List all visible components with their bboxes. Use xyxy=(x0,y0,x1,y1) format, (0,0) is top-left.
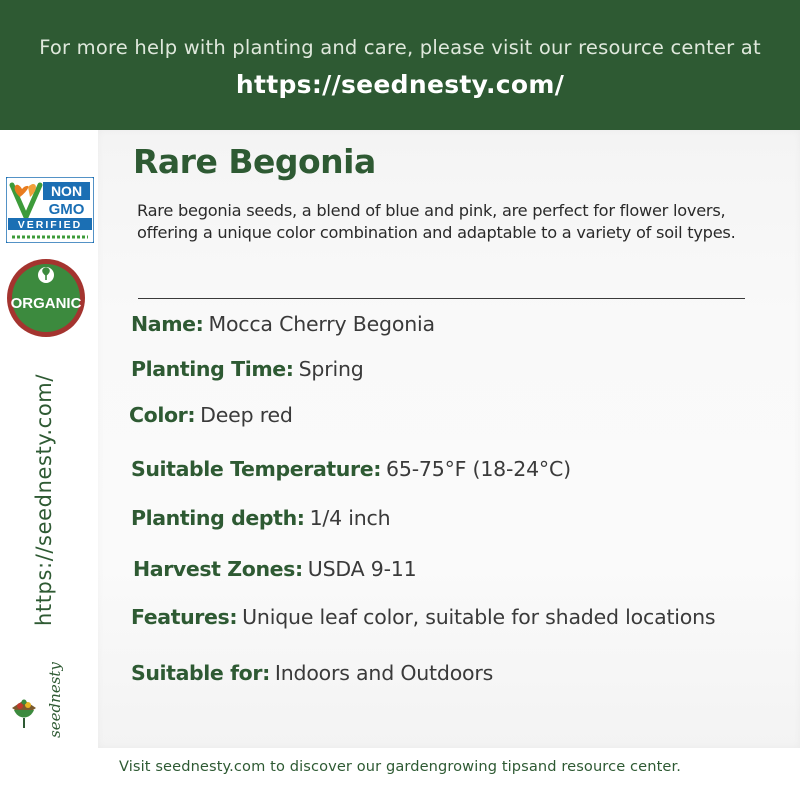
detail-label: Name: xyxy=(131,312,204,336)
detail-label: Planting Time: xyxy=(131,357,294,381)
detail-label: Features: xyxy=(131,605,238,629)
detail-value: USDA 9-11 xyxy=(307,557,417,581)
sidebar-url[interactable]: https://seednesty.com/ xyxy=(32,373,56,627)
seednesty-logo-icon xyxy=(8,690,40,730)
product-description: Rare begonia seeds, a blend of blue and pink, are perfect for flower lovers, offering a unique color combination and adaptable to a variety of soil types. xyxy=(137,201,736,242)
footer-text: Visit seednesty.com to discover our gardengrowing tipsand resource center. xyxy=(119,758,681,775)
banner-url[interactable]: https://seednesty.com/ xyxy=(235,70,565,99)
product-title: Rare Begonia xyxy=(133,142,376,181)
detail-label: Planting depth: xyxy=(131,506,305,530)
divider xyxy=(138,298,745,299)
nongmo-line2: GMO xyxy=(48,201,85,218)
detail-value: Spring xyxy=(298,357,364,381)
top-banner xyxy=(0,0,800,130)
detail-planting-time xyxy=(131,357,364,381)
detail-value: Indoors and Outdoors xyxy=(274,661,494,685)
detail-name xyxy=(131,312,435,336)
detail-value: Deep red xyxy=(200,403,293,427)
seednesty-wordmark: seednesty xyxy=(46,662,64,738)
detail-planting-depth xyxy=(131,506,390,530)
organic-badge xyxy=(6,258,86,338)
nongmo-line1: NON xyxy=(50,183,83,199)
detail-color xyxy=(129,403,293,427)
detail-features xyxy=(131,605,715,629)
organic-label: ORGANIC xyxy=(10,295,82,312)
detail-value: Unique leaf color, suitable for shaded locations xyxy=(242,605,716,629)
detail-suitable-for xyxy=(131,661,493,685)
detail-label: Suitable Temperature: xyxy=(131,457,382,481)
banner-help-text: For more help with planting and care, please visit our resource center at xyxy=(39,36,761,59)
detail-harvest-zones xyxy=(133,557,416,581)
detail-label: Harvest Zones: xyxy=(133,557,303,581)
detail-value: Mocca Cherry Begonia xyxy=(208,312,435,336)
detail-label: Suitable for: xyxy=(131,661,270,685)
nongmo-line3: VERIFIED xyxy=(17,219,83,231)
detail-value: 1/4 inch xyxy=(309,506,391,530)
detail-suitable-temperature xyxy=(131,457,571,481)
detail-label: Color: xyxy=(129,403,196,427)
detail-value: 65-75°F (18-24°C) xyxy=(386,457,571,481)
non-gmo-verified-badge xyxy=(6,177,94,243)
